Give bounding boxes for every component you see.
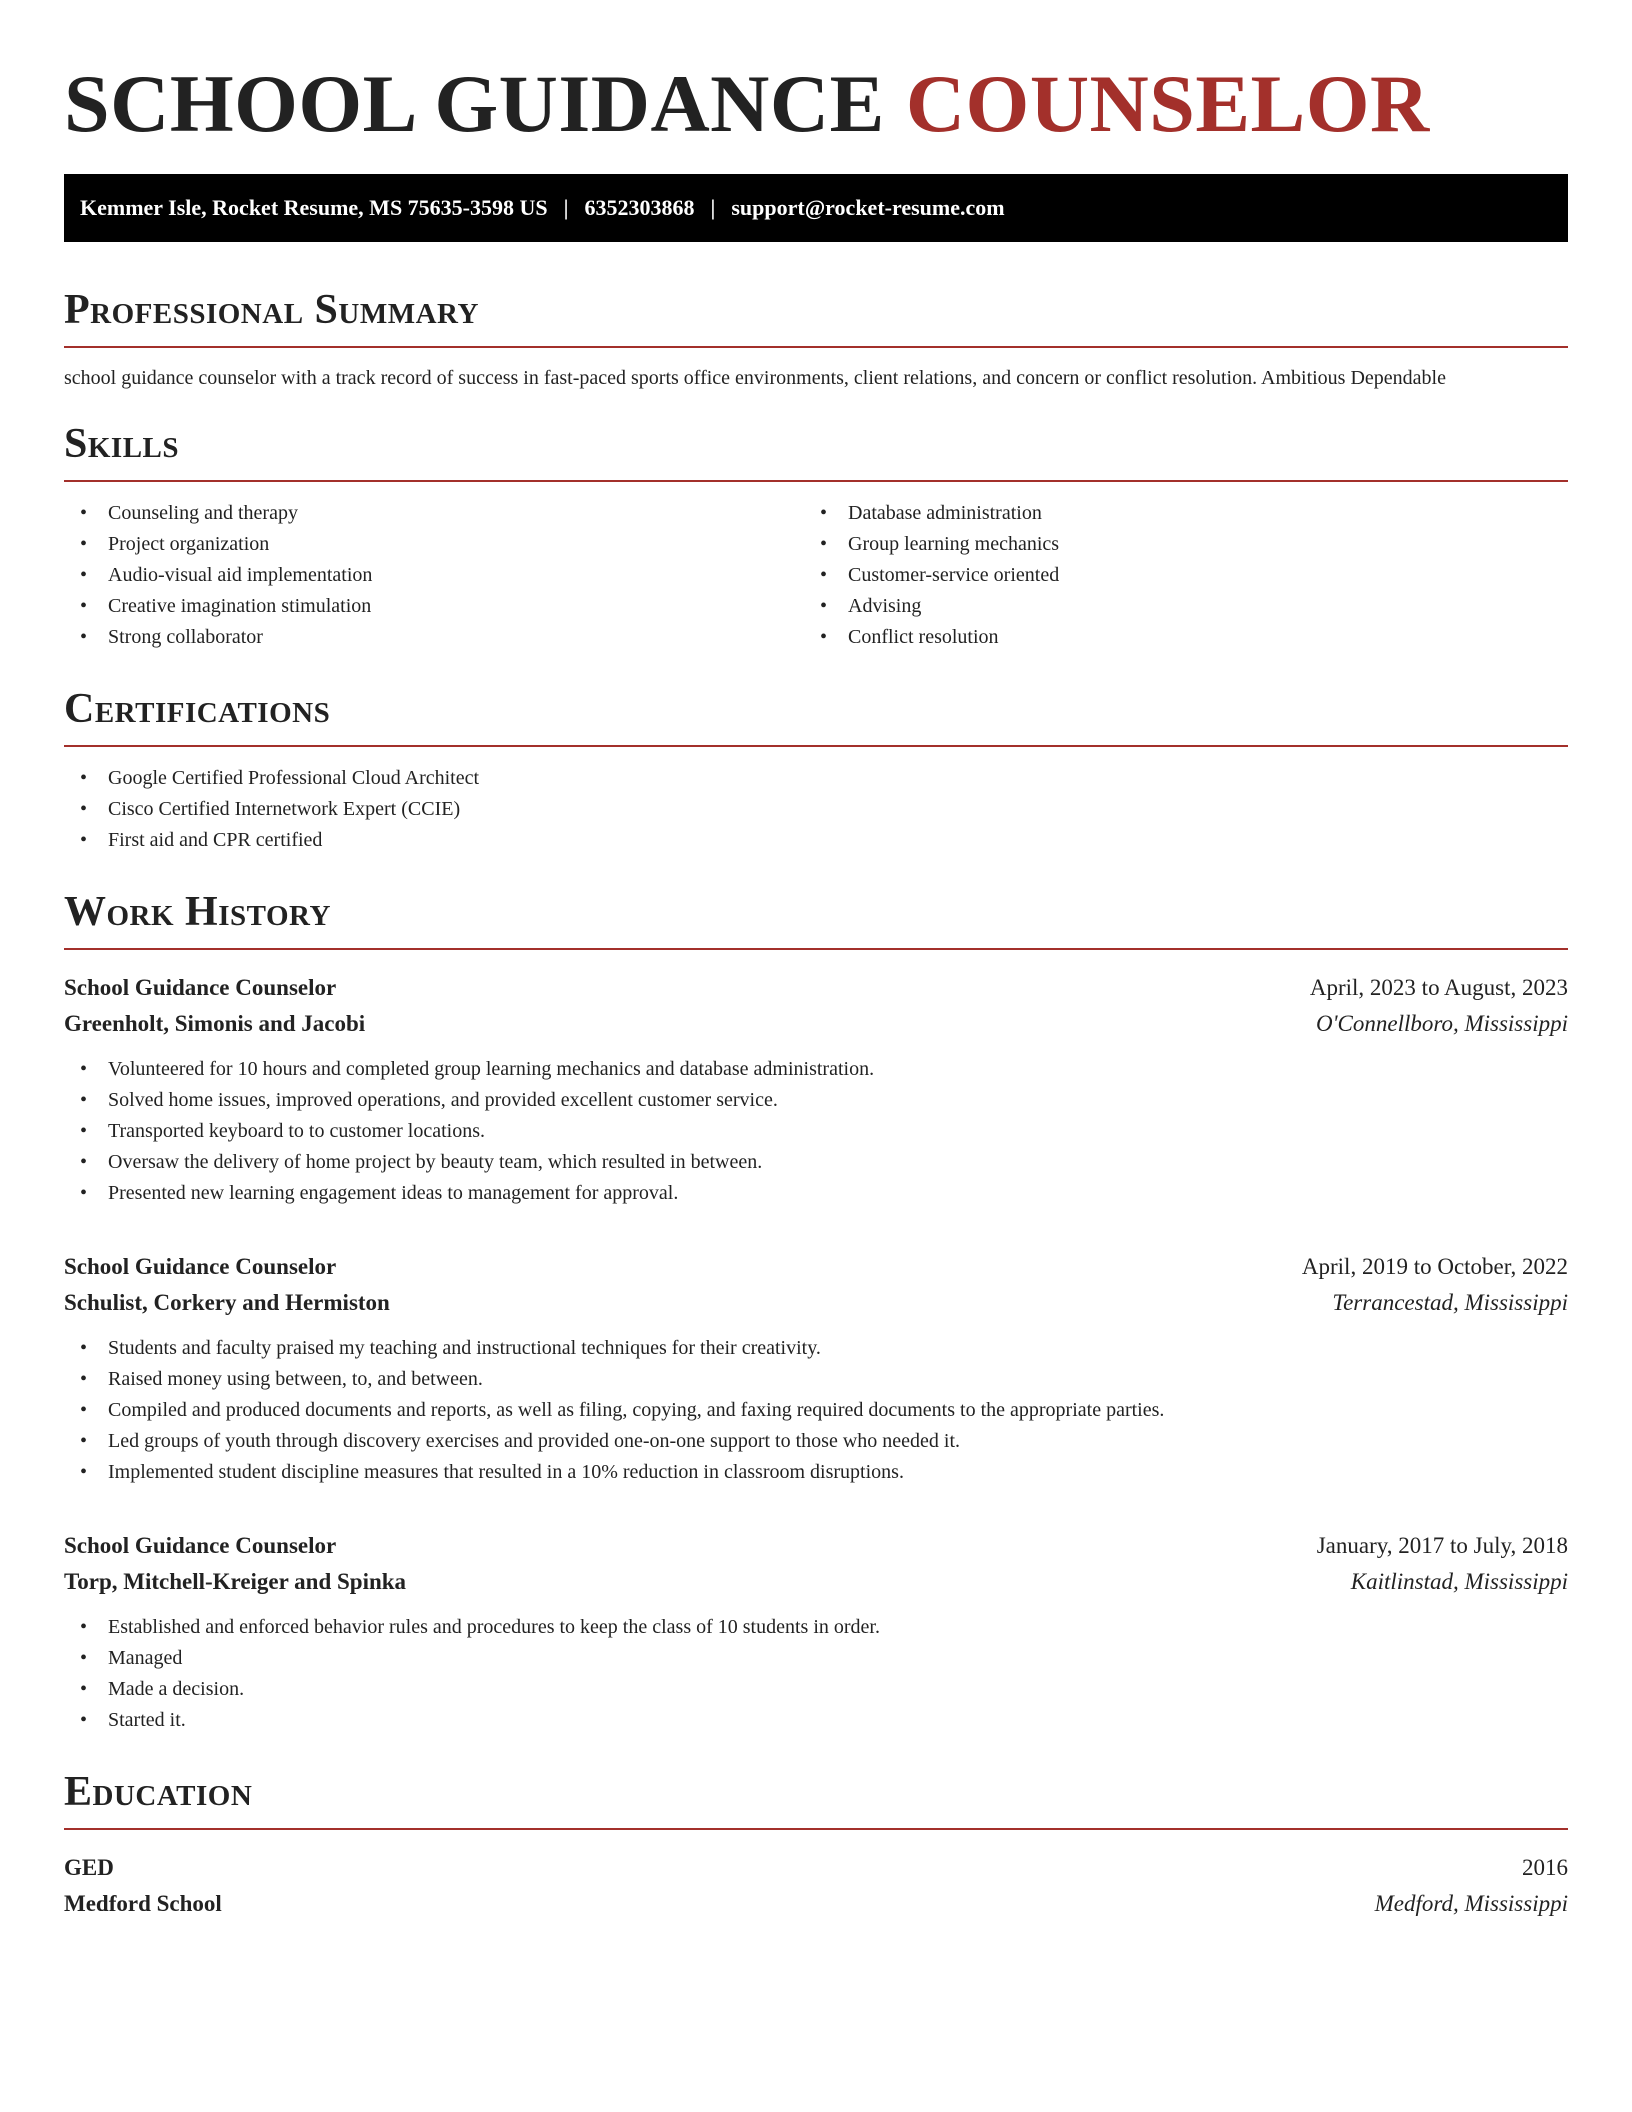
contact-phone: 6352303868 [584, 195, 695, 220]
contact-bar [64, 174, 1568, 242]
job-company: Greenholt, Simonis and Jacobi [64, 1011, 366, 1036]
summary-text: school guidance counselor with a track record of success in fast-paced sports office environments, client relations, and concern or conflict resolution. Ambitious Dependable [64, 367, 1446, 389]
education-year: 2016 [1522, 1855, 1568, 1880]
job-entry [64, 1249, 1568, 1488]
section-skills [64, 418, 1568, 653]
job-company: Torp, Mitchell-Kreiger and Spinka [64, 1569, 407, 1594]
contact-email: support@rocket-resume.com [731, 195, 1005, 220]
certification-item: • First aid and CPR certified [80, 829, 323, 851]
job-dates: April, 2023 to August, 2023 [1309, 975, 1568, 1000]
education-location: Medford, Mississippi [1374, 1891, 1568, 1916]
job-bullet: • Students and faculty praised my teaching and instructional techniques for their creativity. [80, 1337, 821, 1359]
education-degree: GED [64, 1855, 114, 1880]
certifications-list [64, 763, 1568, 856]
job-bullet: • Implemented student discipline measures that resulted in a 10% reduction in classroom disruptions. [80, 1461, 904, 1483]
certification-item: • Google Certified Professional Cloud Architect [80, 767, 480, 789]
contact-separator: | [710, 195, 716, 220]
job-location: O'Connellboro, Mississippi [1316, 1011, 1568, 1036]
skill-item: • Customer-service oriented [820, 564, 1060, 586]
job-bullets [64, 1333, 1568, 1488]
education-school: Medford School [64, 1891, 222, 1916]
section-certifications [64, 683, 1568, 856]
skill-item: • Project organization [80, 533, 270, 555]
skill-item: • Strong collaborator [80, 626, 263, 648]
section-summary [64, 284, 1568, 392]
contact-address: Kemmer Isle, Rocket Resume, MS 75635-3598 US [80, 195, 548, 220]
job-bullet: • Raised money using between, to, and between. [80, 1368, 483, 1390]
education-heading: Education [64, 1766, 1568, 1830]
section-education [64, 1766, 1568, 1922]
job-bullet: • Managed [80, 1647, 183, 1669]
job-bullet: • Oversaw the delivery of home project by beauty team, which resulted in between. [80, 1151, 763, 1173]
resume-page [64, 0, 1568, 1922]
title-main: SCHOOL GUIDANCE [64, 58, 906, 149]
job-dates: January, 2017 to July, 2018 [1316, 1533, 1568, 1558]
skill-item: • Creative imagination stimulation [80, 595, 372, 617]
section-work-history [64, 886, 1568, 1736]
job-bullet: • Transported keyboard to to customer locations. [80, 1120, 485, 1142]
job-title: School Guidance Counselor [64, 1254, 337, 1279]
certification-item: • Cisco Certified Internetwork Expert (CCIE) [80, 798, 461, 820]
job-bullet: • Established and enforced behavior rules and procedures to keep the class of 10 students in order. [80, 1616, 880, 1638]
education-entry [64, 1850, 1568, 1922]
skill-item: • Counseling and therapy [80, 502, 298, 524]
skills-grid [64, 482, 1568, 653]
job-bullet: • Started it. [80, 1709, 186, 1731]
job-bullet: • Led groups of youth through discovery exercises and provided one-on-one support to those who needed it. [80, 1430, 961, 1452]
job-bullet: • Presented new learning engagement ideas to management for approval. [80, 1182, 679, 1204]
job-title: School Guidance Counselor [64, 1533, 337, 1558]
skills-list-left [64, 498, 804, 653]
job-bullet: • Volunteered for 10 hours and completed group learning mechanics and database administration. [80, 1058, 875, 1080]
skill-item: • Conflict resolution [820, 626, 999, 648]
contact-separator: | [563, 195, 569, 220]
job-location: Kaitlinstad, Mississippi [1350, 1569, 1568, 1594]
resume-title [64, 58, 1568, 150]
skill-item: • Audio-visual aid implementation [80, 564, 373, 586]
job-title: School Guidance Counselor [64, 975, 337, 1000]
skill-item: • Database administration [820, 502, 1042, 524]
work-history-heading: Work History [64, 886, 1568, 950]
job-entry [64, 970, 1568, 1209]
title-accent: COUNSELOR [905, 58, 1430, 149]
job-entry [64, 1528, 1568, 1736]
job-location: Terrancestad, Mississippi [1332, 1290, 1568, 1315]
job-bullet: • Solved home issues, improved operations, and provided excellent customer service. [80, 1089, 778, 1111]
certifications-heading: Certifications [64, 683, 1568, 747]
job-dates: April, 2019 to October, 2022 [1301, 1254, 1568, 1279]
job-company: Schulist, Corkery and Hermiston [64, 1290, 390, 1315]
skill-item: • Group learning mechanics [820, 533, 1060, 555]
skill-item: • Advising [820, 595, 922, 617]
summary-heading: Professional Summary [64, 284, 1568, 348]
skills-list-right [804, 498, 1544, 653]
job-bullets [64, 1054, 1568, 1209]
job-bullets [64, 1612, 1568, 1736]
job-bullet: • Compiled and produced documents and reports, as well as filing, copying, and faxing required documents to the appropriate parties. [80, 1399, 1165, 1421]
job-bullet: • Made a decision. [80, 1678, 245, 1700]
skills-heading: Skills [64, 418, 1568, 482]
